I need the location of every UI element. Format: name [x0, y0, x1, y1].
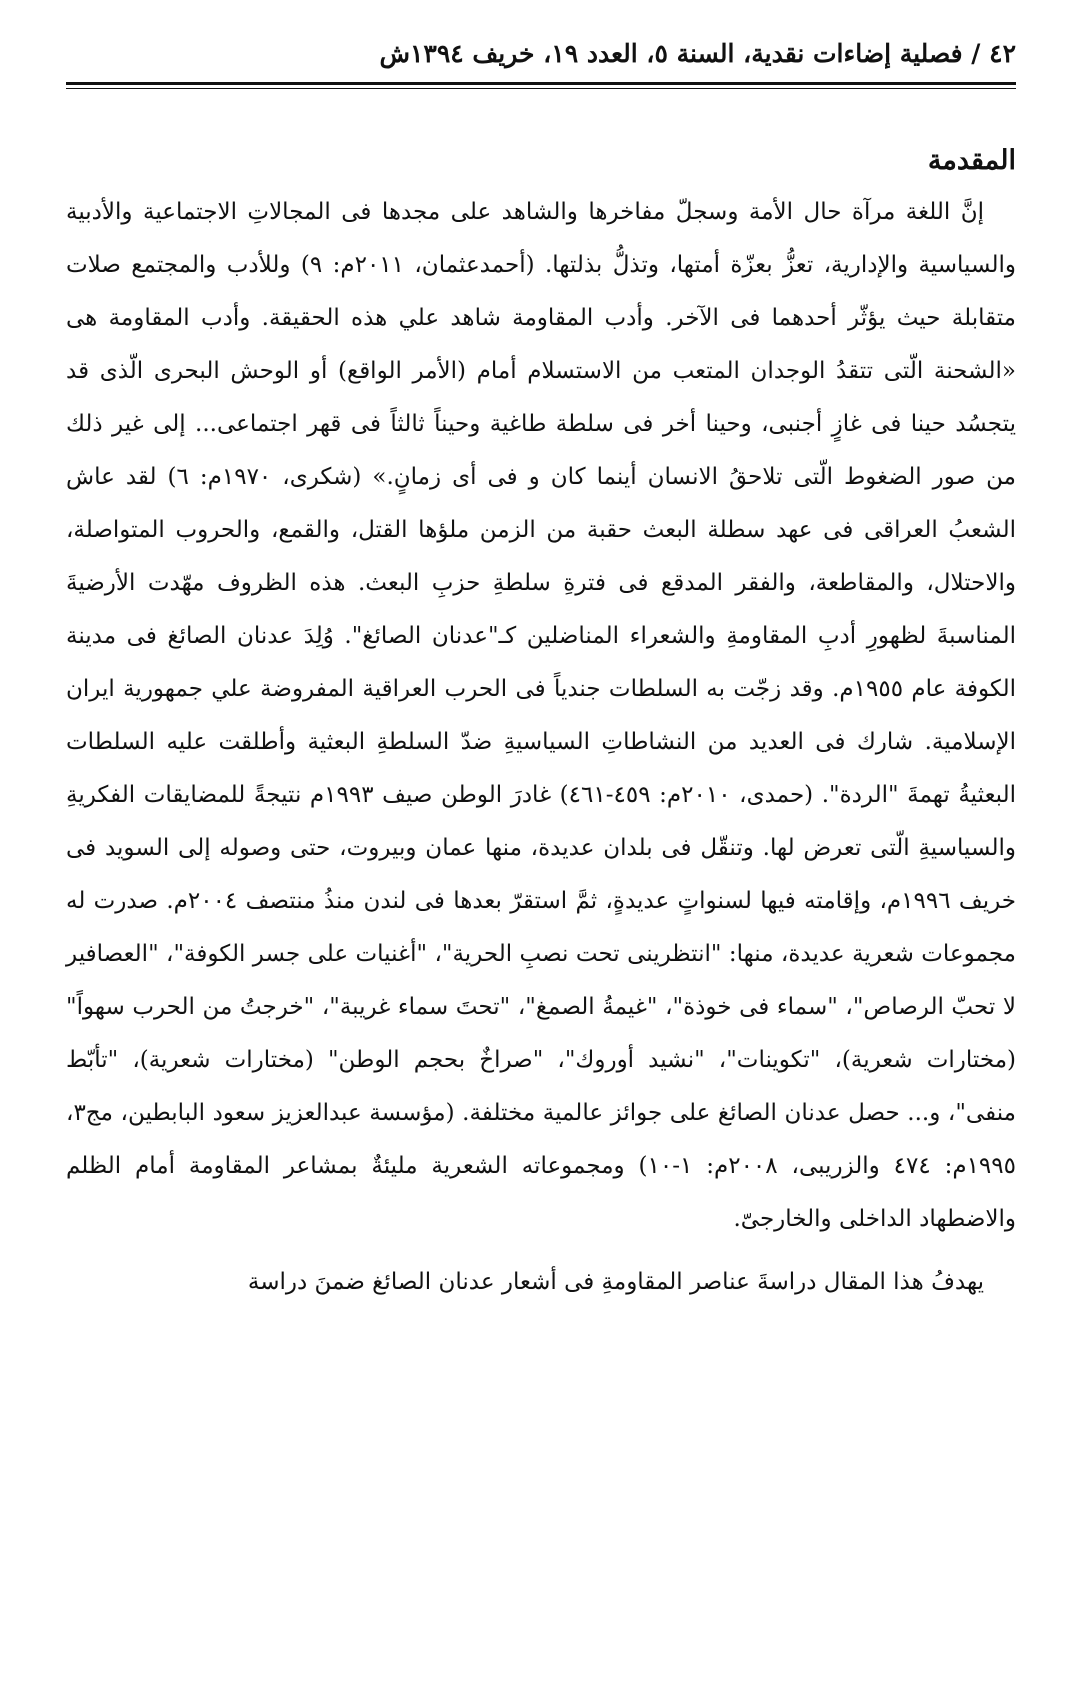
- header-rule: [66, 82, 1016, 85]
- body-text: [66, 186, 1016, 1309]
- paragraph-aim: يهدفُ هذا المقال دراسةَ عناصر المقاومةِ فى أشعار عدنان الصائغ ضمنَ دراسة: [247, 1269, 984, 1295]
- paragraph-intro: إنَّ اللغة مرآة حال الأمة وسجلّ مفاخرها والشاهد على مجدها فى المجالاتِ الاجتماعية والأدبية والسياسية والإدارية، تعزُّ بعزّة أمتها، وتذلُّ بذلتها. (أحمدعثمان، ٢٠١١م: ٩) وللأدب والمجتمع صلات متقابلة حيث يؤثّر أحدهما فى الآخر. وأدب المقاومة شاهد علي هذه الحقيقة. وأدب المقاومة هى «الشحنة الّتى تتقدُ الوجدان المتعب من الاستسلام أمام (الأمر الواقع) أو الوحش البحرى الّذى قد يتجسُد حينا فى غازٍ أجنبى، وحينا أخر فى سلطة طاغية وحيناً ثالثاً فى قهر اجتماعى... إلى غير ذلك من صور الضغوط الّتى تلاحقُ الانسان أينما كان و فى أى زمانٍ.» (شكرى، ١٩٧٠م: ٦) لقد عاش الشعبُ العراقى فى عهد سطلة البعث حقبة من الزمن ملؤها القتل، والقمع، والحروب المتواصلة، والاحتلال، والمقاطعة، والفقر المدقع فى فترةِ سلطةِ حزبِ البعث. هذه الظروف مهّدت الأرضيةَ المناسبةَ لظهورِ أدبِ المقاومةِ والشعراء المناضلين كـ"عدنان الصائغ". وُلِدَ عدنان الصائغ فى مدينة الكوفة عام ١٩٥٥م. وقد زجّت به السلطات جندياً فى الحرب العراقية المفروضة علي جمهورية ايران الإسلامية. شارك فى العديد من النشاطاتِ السياسيةِ ضدّ السلطةِ البعثية وأطلقت عليه السلطات البعثيةُ تهمةَ "الردة". (حمدى، ٢٠١٠م: ٤٥٩-٤٦١) غادرَ الوطن صيف ١٩٩٣م نتيجةً للمضايقات الفكريةِ والسياسيةِ الّتى تعرض لها. وتنقّل فى بلدان عديدة، منها عمان وبيروت، حتى وصوله إلى السويد فى خريف ١٩٩٦م، وإقامته فيها لسنواتٍ عديدةٍ، ثمَّ استقرّ بعدها فى لندن منذُ منتصف ٢٠٠٤م. صدرت له مجموعات شعرية عديدة، منها: "انتظرينى تحت نصبِ الحرية"، "أغنيات على جسر الكوفة"، "العصافير لا تحبّ الرصاص"، "سماء فى خوذة"، "غيمةُ الصمغ"، "تحتَ سماء غريبة"، "خرجتُ من الحرب سهواً" (مختارات شعرية)، "تكوينات"، "نشيد أوروك"، "صراخٌ بحجم الوطن" (مختارات شعرية)، "تأبّط منفى"، و... حصل عدنان الصائغ على جوائز عالمية مختلفة. (مؤسسة عبدالعزيز سعود البابطين، مج٣، ١٩٩٥م: ٤٧٤ والزريبى، ٢٠٠٨م: ١-١٠) ومجموعاته الشعرية مليئةٌ بمشاعر المقاومة أمام الظلم والاضطهاد الداخلى والخارجىّ.: [66, 199, 1017, 1232]
- section-heading: المقدمة: [927, 145, 1016, 176]
- header-rule-thin: [66, 88, 1016, 89]
- running-header: ٤٢ / فصلية إضاءات نقدية، السنة ٥، العدد ١٩، خريف ١٣٩٤ش: [379, 39, 1016, 68]
